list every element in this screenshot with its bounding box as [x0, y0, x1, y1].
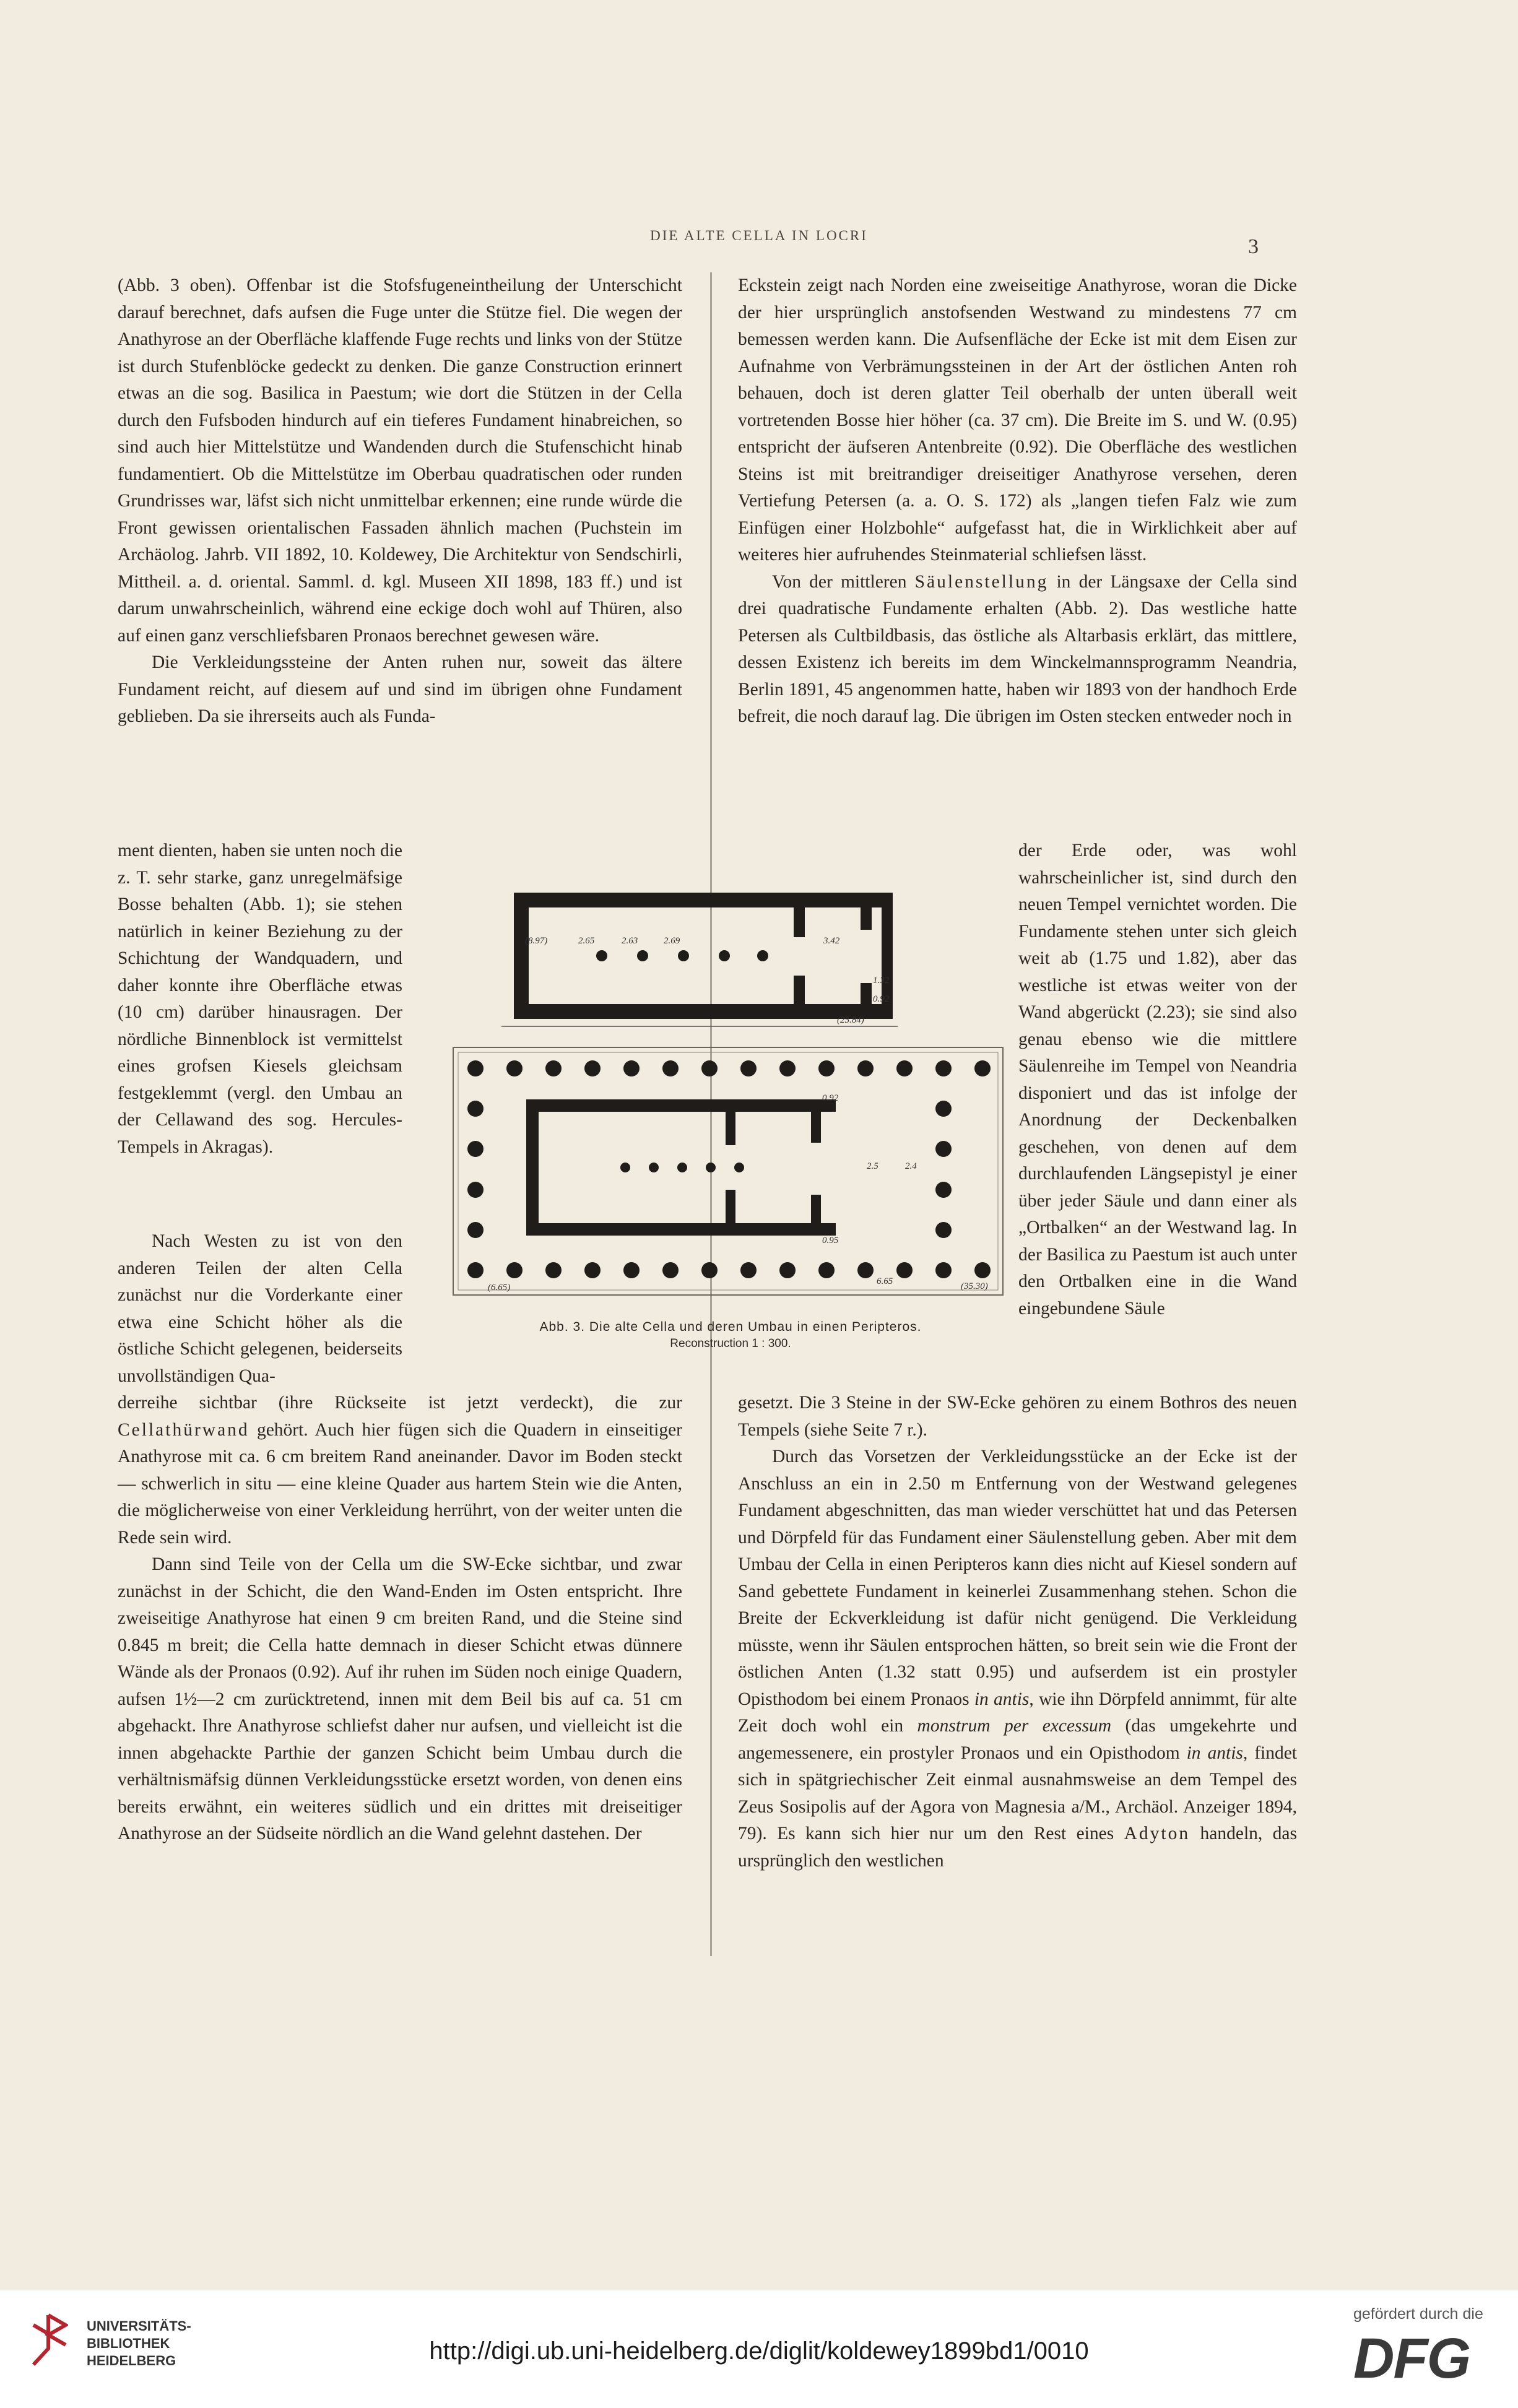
dim-label: (25.84) — [837, 1015, 864, 1025]
dim-label: 2.5 — [867, 1161, 878, 1171]
right-column-narrow — [1018, 838, 1297, 1322]
spaced-term: Cellathürwand — [118, 1419, 249, 1440]
page-number: 3 — [1248, 235, 1259, 258]
right-paragraph-2: Von der mittleren Säulenstellung in der Längsaxe der Cella sind drei quadratische Fundamente erhalten (Abb. 2). Das westliche hatte Petersen als Cultbildbasis, das östliche als Altarbasis erklärt, das mittlere, dessen Existenz ich bereits im dem Winckelmannsprogramm Neandria, Berlin 1891, 45 angenommen hatte, haben wir 1893 von der handhoch Erde befreit, die noch darauf lag. Die übrigen im Osten stecken entweder noch in — [738, 571, 1297, 726]
right-paragraph-3: gesetzt. Die 3 Steine in der SW-Ecke gehören zu einem Bothros des neuen Tempels (siehe Seite 7 r.). — [738, 1393, 1297, 1440]
footer-bar — [0, 2290, 1518, 2408]
dim-label: 3.42 — [823, 936, 840, 946]
dim-label: 2.69 — [664, 936, 680, 946]
spaced-term: Säulenstellung — [914, 571, 1049, 592]
dim-label: 6.65 — [877, 1276, 893, 1286]
dim-label: (8.97) — [525, 936, 548, 946]
peripteros-plan — [526, 1099, 836, 1236]
funded-by-label: gefördert durch die — [1353, 2305, 1483, 2323]
left-column-top — [118, 272, 682, 730]
left-narrow-paragraph-1: ment dienten, haben sie unten noch die z. T. sehr starke, ganz unregelmäfsige Bosse behalten (Abb. 1); sie stehen natürlich in keiner Beziehung zu der Schichtung der Wandquadern, und daher konnte ihre Oberfläche etwas (10 cm) darüber hinausragen. Der nördliche Binnenblock ist vermittelst eines grofsen Kiesels gleichsam festgeklemmt (vergl. den Umbau an der Cellawand des sog. Hercules-Tempels in Akragas). — [118, 841, 402, 1157]
left-paragraph-4: Dann sind Teile von der Cella um die SW-Ecke sichtbar, und zwar zunächst in der Schicht, die den Wand-Enden im Osten entspricht. Ihre zweiseitige Anathyrose hat einen 9 cm breiten Rand, und die Steine sind 0.845 m breit; die Cella hatte demnach in dieser Schicht etwas dünnere Wände als der Pronaos (0.92). Auf ihr ruhen im Süden noch einige Quadern, aufsen 1½—2 cm zurücktretend, innen mit dem Beil bis auf ca. 51 cm abgehackt. Ihre Anathyrose schliefst daher nur aufsen, und vielleicht ist die innen abgehackte Parthie der ganzen Schicht beim Umbau durch die verhältnismäfsig dünnen Verkleidungsstücke ersetzt worden, von denen eins bereits erwähnt, ein weiteres südlich und ein drittes mit dreiseitiger Anathyrose an der Südseite nördlich an die Wand gelehnt dastehen. Der — [118, 1554, 682, 1843]
figure-caption: Abb. 3. Die alte Cella und deren Umbau in einen Peripteros. — [539, 1320, 922, 1334]
left-column-narrow-1 — [118, 838, 402, 1161]
dim-label: 0.92 — [873, 994, 890, 1004]
left-paragraph-3: derreihe sichtbar (ihre Rückseite ist jetzt verdeckt), die zur Cellathürwand gehört. Auch hier fügen sich die Quadern in einseitiger Anathyrose mit ca. 6 cm breitem Rand aneinander. Davor im Boden steckt — schwerlich in situ — eine kleine Quader aus hartem Stein wie die Anten, die möglicherweise von einer Verkleidung herrührt, von der weiter unten die Rede sein wird. — [118, 1393, 682, 1548]
dim-label: (6.65) — [488, 1283, 511, 1293]
dim-label: 2.63 — [622, 936, 638, 946]
temple-plans — [440, 878, 1021, 1314]
right-narrow-paragraph: der Erde oder, was wohl wahrscheinlicher ist, sind durch den neuen Tempel vernichtet worden. Die Fundamente stehen unter sich gleich weit ab (1.75 und 1.82), aber das westliche ist etwas weiter von der Wand abgerückt (2.23); sie sind also genau ebenso wie die mittlere Säulenreihe im Tempel von Neandria disponiert und das ist infolge der Anordnung der Deckenbalken geschehen, von denen auf dem durchlaufenden Längsepistyl je einer über jeder Säule und dann einer als „Ortbalken“ an der Westwand lag. In der Basilica zu Paestum ist auch unter den Ortbalken eine in die Wand eingebundene Säule — [1018, 841, 1297, 1319]
right-paragraph-1: Eckstein zeigt nach Norden eine zweiseitige Anathyrose, woran die Dicke der hier ursprünglich anstofsenden Westwand zu mindestens 77 cm bemessen werden kann. Die Aufsenfläche der Ecke ist mit dem Eisen zur Aufnahme von Verbrämungssteinen in der Art der östlichen Anten roh behauen, doch ist deren glatter Teil oberhalb der unten überall weit vortretenden Bosse hier höher (ca. 37 cm). Die Breite im S. und W. (0.95) entspricht der äufseren Antenbreite (0.92). Die Oberfläche des westlichen Steins ist mit breitrandiger dreiseitiger Anathyrose versehen, deren Vertiefung Petersen (a. a. O. S. 172) als „langen tiefen Falz wie zum Einfügen einer Holzbohle“ aufgefasst hat, die in Wirklichkeit aber auf weiteres hier aufruhendes Steinmaterial schliefsen lässt. — [738, 275, 1297, 565]
library-name: UNIVERSITÄTS- BIBLIOTHEK HEIDELBERG — [87, 2318, 191, 2368]
left-narrow-paragraph-2: Nach Westen zu ist von den anderen Teilen der alten Cella zunächst nur die Vorderkante einer etwa eine Schicht höher als die östliche Schicht gelegenen, beiderseits unvollständigen Qua- — [118, 1231, 402, 1386]
dim-label: 1.32 — [873, 976, 890, 985]
left-paragraph-1: (Abb. 3 oben). Offenbar ist die Stofsfugeneintheilung der Unterschicht darauf berechnet, dafs aufsen die Fuge unter die Stütze fiel. Die wegen der Anathyrose an der Oberfläche klaffende Fuge rechts und links von der Stütze ist durch Stufenblöcke gedeckt zu denken. Die ganze Construction erinnert etwas an die sog. Basilica in Paestum; wie dort die Stützen in der Cella durch den Fufsboden hindurch auf ein tieferes Fundament hinabreichen, so sind auch hier Mittelstütze und Wandenden durch die Stufenschicht hinab fundamentiert. Ob die Mittelstütze im Oberbau quadratischen oder runden Grundrisses war, läfst sich nicht unmittelbar erkennen; eine runde würde die Front gewissen orientalischen Fassaden ähnlich machen (Puchstein im Archäolog. Jahrb. VII 1892, 10. Koldewey, Die Architektur von Sendschirli, Mittheil. a. d. oriental. Samml. d. kgl. Museen XII 1898, 183 ff.) und ist darum unwahrscheinlich, während eine eckige doch wohl auf Thüren, also auf einen ganz verschliefsbaren Pronaos berechnet gewesen wäre. — [118, 275, 682, 646]
dim-label: (35.30) — [961, 1281, 988, 1291]
dim-label: 0.92 — [822, 1093, 839, 1103]
left-column-bottom — [118, 1390, 682, 1848]
dim-label: 2.65 — [578, 936, 595, 946]
left-column-narrow-2 — [118, 1228, 402, 1390]
right-column-bottom — [738, 1390, 1297, 1874]
running-title: DIE ALTE CELLA IN LOCRI — [650, 228, 868, 243]
figure-abb-3 — [440, 878, 1021, 1354]
old-cella-plan — [514, 893, 893, 1019]
left-paragraph-2: Die Verkleidungssteine der Anten ruhen nur, soweit das ältere Fundament reicht, auf diesem auf und sind im übrigen ohne Fundament geblieben. Da sie ihrerseits auch als Funda- — [118, 652, 682, 726]
figure-subcaption: Reconstruction 1 : 300. — [670, 1337, 791, 1350]
dim-label: 2.4 — [905, 1161, 917, 1171]
right-column-top — [738, 272, 1297, 730]
right-paragraph-4: Durch das Vorsetzen der Verkleidungsstücke an der Ecke ist der Anschluss an ein in 2.50 m Entfernung von der Westwand gelegenes Fundament abgeschnitten, das man wieder verschüttet hat und das Petersen und Dörpfeld für das Fundament einer Säulenstellung geben. Aber mit dem Umbau der Cella in einen Peripteros kann dies nicht auf Kiesel sondern auf Sand gebettete Fundament in keinerlei Zusammenhang stehen. Schon die Breite der Eckverkleidung ist dafür nicht genügend. Die Verkleidung müsste, wenn ihr Säulen entsprochen hätten, so breit sein wie die Front der östlichen Anten (1.32 statt 0.95) und aufserdem ist ein prostyler Opisthodom bei einem Pronaos in antis, wie ihn Dörpfeld annimmt, für alte Zeit doch wohl ein monstrum per excessum (das umgekehrte und angemessenere, ein prostyler Pronaos und ein Opisthodom in antis, findet sich in spätgriechischer Zeit einmal ausnahmsweise an dem Tempel des Zeus Sosipolis auf der Agora von Magnesia a/M., Archäol. Anzeiger 1894, 79). Es kann sich hier nur um den Rest eines Adyton handeln, das ursprünglich den westlichen — [738, 1447, 1297, 1871]
dim-label: 0.95 — [822, 1236, 839, 1245]
permalink[interactable]: http://digi.ub.uni-heidelberg.de/diglit/koldewey1899bd1/0010 — [429, 2337, 1089, 2365]
dfg-logo: DFG — [1353, 2327, 1470, 2390]
